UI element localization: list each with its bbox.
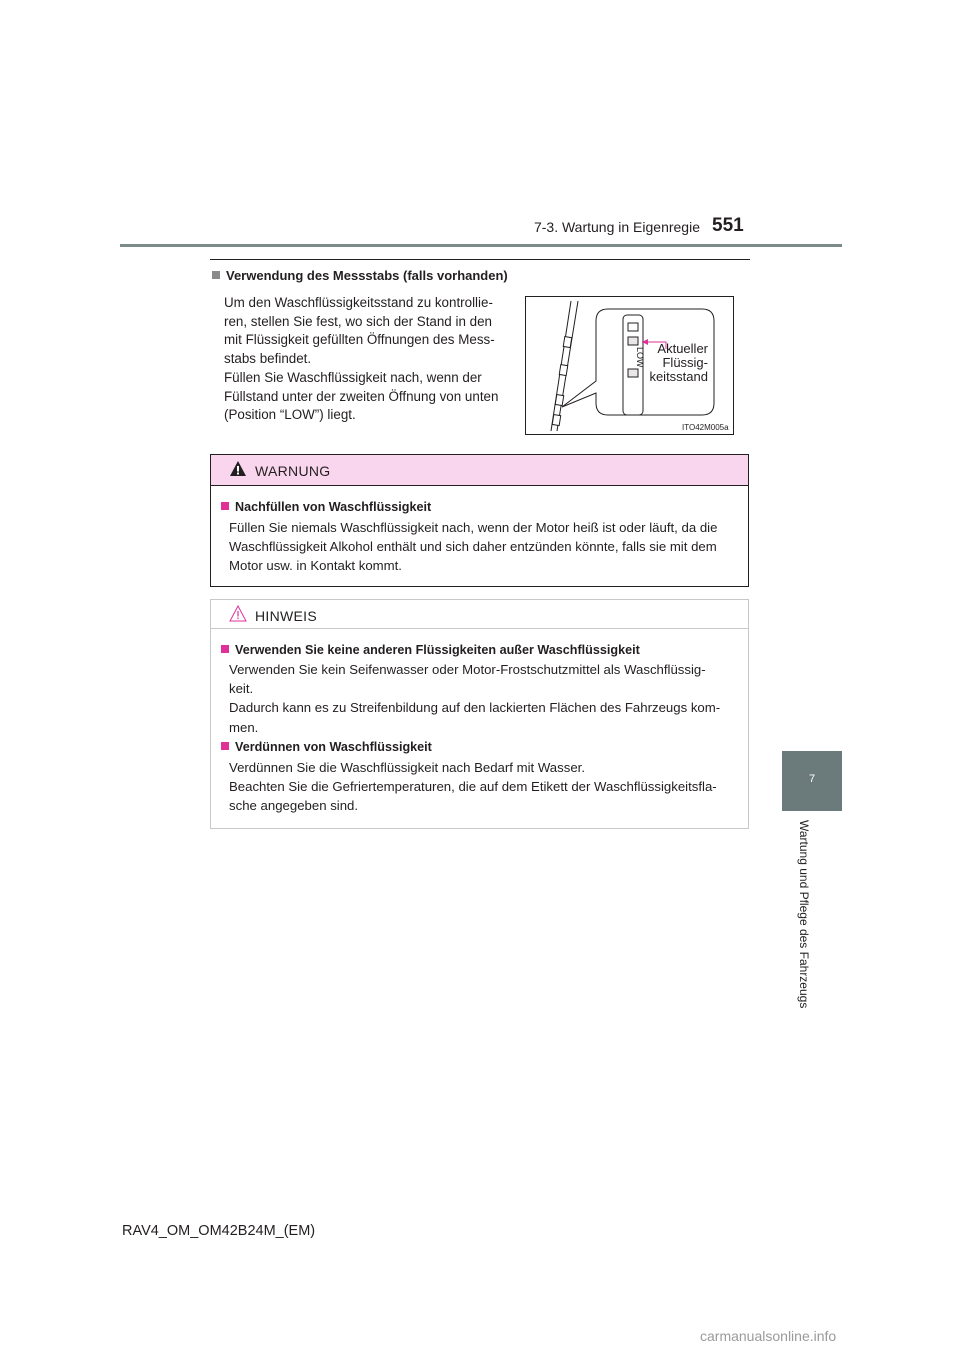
warning-line: Füllen Sie niemals Waschflüssigkeit nach, wenn der Motor heiß ist oder läuft, da die bbox=[229, 520, 718, 535]
notice-item-title-text: Verdünnen von Waschflüssigkeit bbox=[235, 740, 432, 754]
intro-line: mit Flüssigkeit gefüllten Öffnungen des Mess- bbox=[224, 332, 495, 348]
section-title-text: Verwendung des Messstabs (falls vorhanden) bbox=[226, 268, 508, 283]
figure-code: ITO42M005a bbox=[682, 423, 729, 432]
notice-item-title-text: Verwenden Sie keine anderen Flüssigkeiten außer Waschflüssigkeit bbox=[235, 643, 640, 657]
warning-box bbox=[210, 454, 749, 587]
intro-line: stabs befindet. bbox=[224, 351, 312, 367]
square-bullet-icon bbox=[221, 645, 229, 653]
intro-line: (Position “LOW”) liegt. bbox=[224, 407, 356, 423]
notice-item-title bbox=[221, 643, 640, 657]
notice-line: Verwenden Sie kein Seifenwasser oder Motor-Frostschutzmittel als Waschflüssig- bbox=[229, 662, 706, 677]
chapter-number: 7 bbox=[808, 773, 816, 785]
chapter-title: Wartung und Pflege des Fahrzeugs bbox=[797, 820, 811, 1009]
notice-line: sche angegeben sind. bbox=[229, 798, 359, 814]
warning-header bbox=[211, 455, 748, 486]
watermark: carmanualsonline.info bbox=[700, 1328, 837, 1344]
warning-item-title bbox=[221, 500, 431, 514]
page-number: 551 bbox=[712, 215, 744, 236]
section-title bbox=[212, 268, 508, 283]
square-bullet-icon bbox=[221, 502, 229, 510]
document-code: RAV4_OM_OM42B24M_(EM) bbox=[122, 1223, 316, 1239]
warning-item-title-text: Nachfüllen von Waschflüssigkeit bbox=[235, 500, 432, 514]
intro-line: ren, stellen Sie fest, wo sich der Stand in den bbox=[224, 313, 492, 329]
caution-triangle-icon bbox=[229, 605, 247, 622]
intro-paragraph bbox=[224, 294, 506, 425]
running-header-section: 7-3. Wartung in Eigenregie bbox=[533, 219, 700, 235]
intro-line: Füllen Sie Waschflüssigkeit nach, wenn der bbox=[224, 369, 482, 385]
notice-line: men. bbox=[229, 719, 259, 735]
notice-header bbox=[211, 600, 748, 629]
square-bullet-icon bbox=[221, 742, 229, 750]
content-divider bbox=[210, 259, 750, 260]
notice-item-title bbox=[221, 740, 432, 754]
notice-line: keit. bbox=[229, 681, 254, 697]
warning-line: Motor usw. in Kontakt kommt. bbox=[229, 558, 402, 574]
current-level-label bbox=[640, 342, 708, 384]
intro-line: Füllstand unter der zweiten Öffnung von unten bbox=[224, 388, 499, 404]
warning-line: Waschflüssigkeit Alkohol enthält und sich daher entzünden könnte, falls sie mit dem bbox=[229, 539, 717, 555]
warning-item-text bbox=[229, 518, 741, 576]
warning-heading: WARNUNG bbox=[255, 463, 331, 479]
header-divider bbox=[120, 244, 842, 247]
notice-item-text bbox=[229, 758, 741, 816]
notice-box bbox=[210, 599, 749, 829]
notice-line: Beachten Sie die Gefriertemperaturen, die auf dem Etikett der Waschflüssigkeitsfla- bbox=[229, 779, 717, 795]
notice-line: Dadurch kann es zu Streifenbildung auf den lackierten Flächen des Fahrzeugs kom- bbox=[229, 700, 721, 716]
current-level-label-line: keitsstand bbox=[649, 369, 708, 384]
warning-triangle-icon bbox=[229, 460, 247, 477]
current-level-label-line: Flüssig- bbox=[662, 355, 708, 370]
dipstick-low-marking: LOW bbox=[635, 347, 645, 368]
notice-line: Verdünnen Sie die Waschflüssigkeit nach Bedarf mit Wasser. bbox=[229, 760, 585, 775]
square-bullet-icon bbox=[212, 271, 220, 279]
current-level-label-line: Aktueller bbox=[657, 341, 708, 356]
notice-item-text bbox=[229, 660, 741, 737]
intro-line: Um den Waschflüssigkeitsstand zu kontrollie- bbox=[224, 295, 493, 310]
notice-heading: HINWEIS bbox=[255, 608, 317, 624]
chapter-tab bbox=[782, 751, 842, 811]
